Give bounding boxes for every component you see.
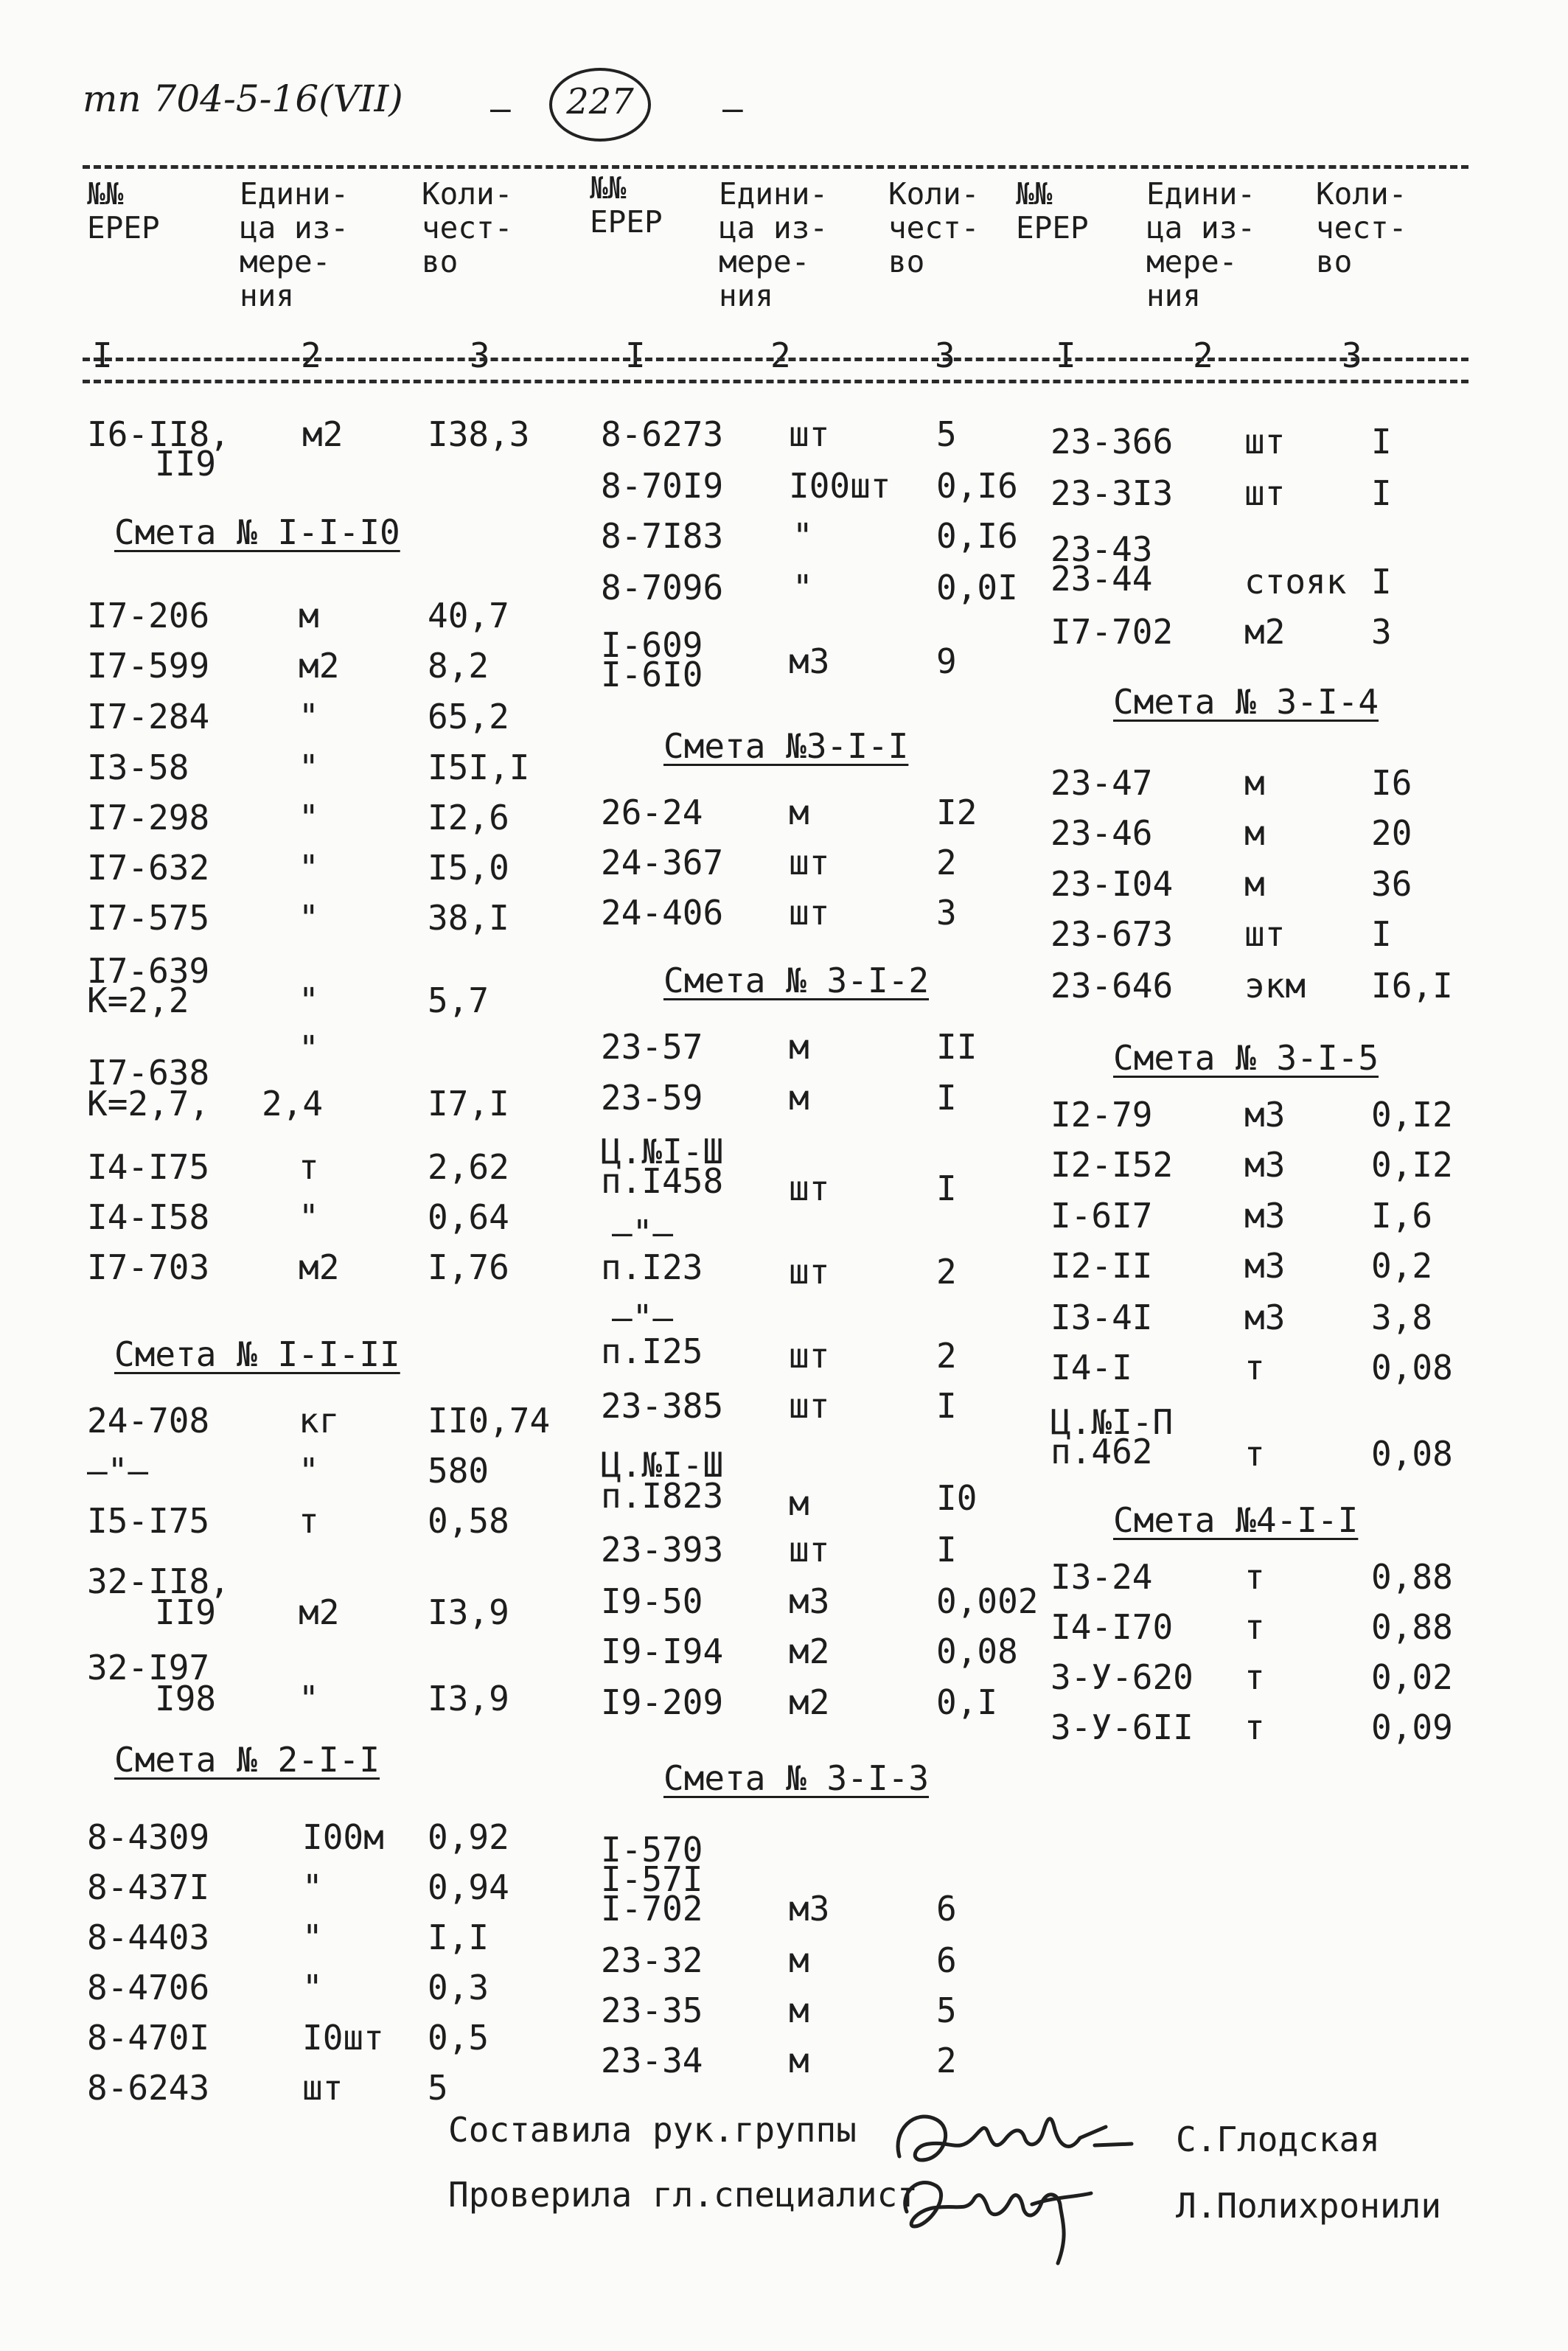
- c1-row-quantity: I5,0: [428, 848, 509, 888]
- c3-c462-quantity: 0,08: [1371, 1434, 1453, 1474]
- c3-row-quantity: 20: [1371, 813, 1412, 853]
- c1-row-unit: т: [299, 1147, 319, 1187]
- c1-row-unit: ": [299, 898, 319, 938]
- col3-header-unit: Едини- ца из- мере- ния: [1146, 176, 1256, 313]
- c1-r197-quantity: I3,9: [428, 1679, 509, 1718]
- c1-row-quantity: 2,62: [428, 1147, 509, 1187]
- c2-r385-quantity: I: [936, 1386, 957, 1426]
- colnum-6: 3: [935, 335, 955, 375]
- c1-row-quantity: 0,3: [428, 1968, 489, 2007]
- c3-row-unit: м3: [1244, 1095, 1286, 1135]
- c1-row-quantity: 40,7: [428, 596, 509, 635]
- c2-p125-item: п.I25: [601, 1331, 703, 1371]
- colnum-7: I: [1056, 335, 1076, 375]
- checked-by-name: Л.Полихронили: [1176, 2186, 1442, 2226]
- c3-row-quantity: 0,02: [1371, 1657, 1453, 1697]
- colnum-5: 2: [770, 335, 791, 375]
- c1-r118-quantity: I3,9: [428, 1592, 509, 1632]
- c2-row-number: 8-7096: [601, 568, 724, 607]
- col2-header-unit: Едини- ца из- мере- ния: [719, 176, 829, 313]
- c3-row-number: 3-У-6II: [1050, 1707, 1194, 1747]
- c1-r638-quantity: I7,I: [428, 1084, 509, 1124]
- c3-row-quantity: I,6: [1371, 1196, 1433, 1236]
- c1-row-unit: ": [299, 1451, 319, 1491]
- c3-row-unit: м: [1244, 763, 1265, 803]
- c2-row-unit: шт: [789, 414, 830, 454]
- c2-row-number: I9-I94: [601, 1631, 724, 1671]
- c3-c462-item: п.462: [1050, 1432, 1153, 1471]
- c1-row-quantity: I5I,I: [428, 748, 530, 787]
- header-bottom-rule: [83, 380, 1468, 383]
- column-number-rule: [83, 358, 1468, 361]
- compiled-by-label: Составила рук.группы: [448, 2110, 857, 2150]
- c1-r638-number: I7-638: [87, 1053, 210, 1093]
- col2-header-number: №№ ЕРЕР: [590, 170, 663, 240]
- c2-p123-ditto: –"–: [612, 1213, 674, 1253]
- c1-row-quantity: I,76: [428, 1247, 509, 1287]
- c1-row-number: I4-I75: [87, 1147, 210, 1187]
- c2-row-unit: м: [789, 793, 809, 832]
- c3-r43-quantity: I: [1371, 562, 1392, 602]
- c2-row-number: 23-59: [601, 1078, 703, 1118]
- col1-header-quantity: Коли- чест- во: [422, 176, 513, 279]
- c2-row-unit: м: [789, 1078, 809, 1118]
- c3-row-number: 23-3I3: [1050, 473, 1174, 513]
- c3-row-quantity: 0,88: [1371, 1607, 1453, 1647]
- c1-row-unit: I0шт: [302, 2018, 384, 2058]
- c2-p123-item: п.I23: [601, 1247, 703, 1287]
- c3-row-number: 23-47: [1050, 763, 1153, 803]
- c1-row-number: I7-632: [87, 848, 210, 888]
- c2-row-quantity: 0,I: [936, 1682, 998, 1722]
- c1-row-unit: I00м: [302, 1817, 384, 1857]
- c1-row-unit: ": [302, 1968, 323, 2007]
- c3-row-number: I2-II: [1050, 1246, 1153, 1286]
- c2-section-title-3: Смета № 3-I-3: [663, 1758, 930, 1798]
- c1-row-number: 24-708: [87, 1401, 210, 1441]
- c3-row-unit: т: [1244, 1657, 1265, 1697]
- c1-row-quantity: 0,64: [428, 1197, 509, 1237]
- c2-row-number: 23-34: [601, 2041, 703, 2080]
- c2-row-quantity: I: [936, 1530, 957, 1570]
- top-rule: [83, 165, 1468, 169]
- c2-row-unit: м3: [789, 1581, 830, 1621]
- handwritten-signature: [885, 2086, 1165, 2278]
- c3-row-quantity: 0,I2: [1371, 1145, 1453, 1185]
- c1-row-number: I7-575: [87, 898, 210, 938]
- c1-row-number: 8-4403: [87, 1918, 210, 1957]
- c3-row-unit: м: [1244, 864, 1265, 904]
- c2-row-unit: м2: [789, 1682, 830, 1722]
- c2-row-quantity: 3: [936, 893, 957, 933]
- c1-row-quantity: I,I: [428, 1918, 489, 1957]
- c1-r197-number-cont: I98: [155, 1679, 217, 1718]
- c1-row-number: I7-284: [87, 697, 210, 736]
- checked-by-label: Проверила гл.специалист: [448, 2175, 918, 2215]
- c3-row-unit: т: [1244, 1607, 1265, 1647]
- c1-row-quantity: I2,6: [428, 798, 509, 837]
- c2-p123-unit: шт: [789, 1252, 830, 1292]
- col3-header-quantity: Коли- чест- во: [1316, 176, 1407, 279]
- c1-r118-number-cont: II9: [155, 1592, 217, 1632]
- c3-r43-unit: стояк: [1244, 562, 1347, 602]
- c1-row-unit: кг: [299, 1401, 340, 1441]
- colnum-8: 2: [1193, 335, 1213, 375]
- c2-row-quantity: I2: [936, 793, 978, 832]
- c1-row-number: I7-206: [87, 596, 210, 635]
- c2-r609-number: I-609: [601, 625, 703, 665]
- c1-r118-number: 32-II8,: [87, 1561, 230, 1601]
- c3-row-unit: шт: [1244, 914, 1286, 954]
- c3-row-quantity: 0,2: [1371, 1246, 1433, 1286]
- c1-row-unit: ": [299, 697, 319, 736]
- c3-row-number: I2-79: [1050, 1095, 1153, 1135]
- c2-p125-unit: шт: [789, 1336, 830, 1376]
- c3-row-quantity: I6,I: [1371, 966, 1453, 1006]
- c2-r570-number: I-570: [601, 1830, 703, 1870]
- c1-row-unit: т: [299, 1501, 319, 1541]
- c3-row-unit: т: [1244, 1557, 1265, 1597]
- c2-row-quantity: 0,I6: [936, 516, 1018, 556]
- c2-row-quantity: 2: [936, 2041, 957, 2080]
- c2-row-unit: шт: [789, 1530, 830, 1570]
- c1-row-number: 8-470I: [87, 2018, 210, 2058]
- colnum-4: I: [625, 335, 646, 375]
- document-code: тп 704-5-16(VII): [83, 77, 403, 120]
- c1-row-quantity: 65,2: [428, 697, 509, 736]
- c1-row-quantity: 0,94: [428, 1867, 509, 1907]
- c1-row-number: 8-6243: [87, 2068, 210, 2108]
- col1-header-number: №№ ЕРЕР: [87, 176, 160, 245]
- c2-row-unit: м: [789, 2041, 809, 2080]
- c2-c1458-quantity: I: [936, 1168, 957, 1208]
- c2-section-title-1: Смета №3-I-I: [663, 726, 909, 766]
- c1-r639-quantity: 5,7: [428, 981, 489, 1020]
- c1-row-number: 8-4706: [87, 1968, 210, 2007]
- c3-row-unit: экм: [1244, 966, 1306, 1006]
- c1-row-quantity: 580: [428, 1451, 489, 1491]
- c2-row-quantity: 0,0I: [936, 568, 1018, 607]
- c2-row-unit: ": [792, 516, 813, 556]
- c3-c462-reference: Ц.№I-П: [1050, 1402, 1174, 1442]
- header-left-dash: –: [490, 88, 511, 128]
- c1-r638-unit: ": [299, 1028, 319, 1068]
- c1-row-number: I4-I58: [87, 1197, 210, 1237]
- c2-row-unit: м2: [789, 1631, 830, 1671]
- c2-c1458-unit: шт: [789, 1168, 830, 1208]
- c2-r570-number-2: I-57I: [601, 1859, 703, 1899]
- colnum-9: 3: [1342, 335, 1362, 375]
- c3-row-unit: шт: [1244, 473, 1286, 513]
- c1-row-quantity: 38,I: [428, 898, 509, 938]
- c1-row-unit: ": [299, 848, 319, 888]
- colnum-2: 2: [301, 335, 321, 375]
- c1-row-unit: ": [302, 1867, 323, 1907]
- c3-row-unit: м3: [1244, 1298, 1286, 1337]
- c1-row-number: I7-298: [87, 798, 210, 837]
- c3-c462-unit: т: [1244, 1434, 1265, 1474]
- c2-row-quantity: 0,I6: [936, 466, 1018, 506]
- c3-row-unit: шт: [1244, 422, 1286, 462]
- c3-row-number: 23-46: [1050, 813, 1153, 853]
- c3-row-number: 23-646: [1050, 966, 1174, 1006]
- c2-row-quantity: 5: [936, 1990, 957, 2030]
- c2-row-quantity: 2: [936, 843, 957, 882]
- c2-r609-number-cont: I-6I0: [601, 655, 703, 694]
- c2-row-quantity: 0,08: [936, 1631, 1018, 1671]
- c3-row-quantity: 0,09: [1371, 1707, 1453, 1747]
- colnum-3: 3: [470, 335, 490, 375]
- c1-row-unit: шт: [302, 2068, 344, 2108]
- c1-row-quantity: 0,92: [428, 1817, 509, 1857]
- c3-row-quantity: 3,8: [1371, 1298, 1433, 1337]
- c1-row-unit: ": [299, 1197, 319, 1237]
- c2-c1823-reference: Ц.№I-Ш: [601, 1445, 724, 1485]
- c2-c1458-item: п.I458: [601, 1161, 724, 1201]
- c1-r638-coefficient: К=2,7,: [87, 1084, 210, 1124]
- c1-row-unit: м2: [299, 1247, 340, 1287]
- c2-row-number: 26-24: [601, 793, 703, 832]
- c3-row-quantity: I6: [1371, 763, 1412, 803]
- c2-row-number: 8-6273: [601, 414, 724, 454]
- c3-row-quantity: I: [1371, 422, 1392, 462]
- c2-row-number: 23-32: [601, 1940, 703, 1980]
- c1-section-title-1: Смета № I-I-I0: [114, 512, 400, 552]
- c2-c1823-item: п.I823: [601, 1476, 724, 1516]
- c1-r1-quantity: I38,3: [428, 414, 530, 454]
- c3-section-title-2: Смета № 3-I-5: [1113, 1038, 1379, 1078]
- c1-row-unit: ": [299, 798, 319, 837]
- c2-row-number: I9-209: [601, 1682, 724, 1722]
- c1-row-quantity: 8,2: [428, 646, 489, 686]
- c2-row-number: 24-367: [601, 843, 724, 882]
- c3-row-number: 23-673: [1050, 914, 1174, 954]
- page-number: 227: [566, 81, 634, 122]
- c3-r702-unit: м2: [1244, 612, 1286, 652]
- c2-p125-ditto: –"–: [612, 1298, 674, 1337]
- c2-r609-unit: м3: [789, 641, 830, 681]
- c1-row-number: I3-58: [87, 748, 189, 787]
- c1-r118-unit: м2: [299, 1592, 340, 1632]
- c1-row-unit: ": [299, 748, 319, 787]
- c3-row-number: 23-366: [1050, 422, 1174, 462]
- header-right-dash: –: [722, 88, 743, 128]
- c2-c1823-quantity: I0: [936, 1478, 978, 1518]
- c3-row-unit: м: [1244, 813, 1265, 853]
- c3-row-unit: т: [1244, 1348, 1265, 1387]
- c3-row-quantity: I: [1371, 914, 1392, 954]
- c3-row-quantity: 0,88: [1371, 1557, 1453, 1597]
- c3-section-title-3: Смета №4-I-I: [1113, 1500, 1359, 1540]
- c2-row-unit: ": [792, 568, 813, 607]
- c2-r570-unit: м3: [789, 1889, 830, 1929]
- c3-row-number: 3-У-620: [1050, 1657, 1194, 1697]
- c3-row-quantity: 0,08: [1371, 1348, 1453, 1387]
- c1-row-number: –"–: [87, 1451, 149, 1491]
- c2-row-number: 23-393: [601, 1530, 724, 1570]
- c2-row-unit: м: [789, 1940, 809, 1980]
- c3-row-number: 23-I04: [1050, 864, 1174, 904]
- c2-row-unit: шт: [789, 893, 830, 933]
- c3-row-quantity: 0,I2: [1371, 1095, 1453, 1135]
- c1-row-number: 8-437I: [87, 1867, 210, 1907]
- c2-row-number: I9-50: [601, 1581, 703, 1621]
- c3-row-quantity: I: [1371, 473, 1392, 513]
- c1-r639-number: I7-639: [87, 951, 210, 991]
- c2-row-unit: шт: [789, 843, 830, 882]
- c3-r43-number-cont: 23-44: [1050, 559, 1153, 599]
- c3-r702-number: I7-702: [1050, 612, 1174, 652]
- c1-row-quantity: 5: [428, 2068, 448, 2108]
- c2-row-quantity: II: [936, 1027, 978, 1067]
- c3-r43-number: 23-43: [1050, 529, 1153, 569]
- c3-row-number: I3-4I: [1050, 1298, 1153, 1337]
- c1-r1-number: I6-II8,: [87, 414, 230, 454]
- c2-row-number: 8-70I9: [601, 466, 724, 506]
- c1-section-title-3: Смета № 2-I-I: [114, 1740, 380, 1780]
- c1-r197-unit: ": [299, 1679, 319, 1718]
- c3-row-number: I4-I: [1050, 1348, 1132, 1387]
- c2-row-number: 8-7I83: [601, 516, 724, 556]
- c1-row-unit: ": [302, 1918, 323, 1957]
- c1-section-title-2: Смета № I-I-II: [114, 1334, 400, 1374]
- c1-row-quantity: 0,58: [428, 1501, 509, 1541]
- c1-row-number: I5-I75: [87, 1501, 210, 1541]
- c2-row-unit: м: [789, 1027, 809, 1067]
- c2-r385-number: 23-385: [601, 1386, 724, 1426]
- c3-row-number: I2-I52: [1050, 1145, 1174, 1185]
- c3-row-number: I-6I7: [1050, 1196, 1153, 1236]
- c2-row-unit: м: [789, 1990, 809, 2030]
- c1-r1-unit: м2: [302, 414, 344, 454]
- c2-row-unit: I00шт: [789, 466, 891, 506]
- c2-row-quantity: I: [936, 1078, 957, 1118]
- c1-r197-number: 32-I97: [87, 1648, 210, 1688]
- c3-row-number: I4-I70: [1050, 1607, 1174, 1647]
- c2-r385-unit: шт: [789, 1386, 830, 1426]
- c3-row-unit: м3: [1244, 1246, 1286, 1286]
- c3-row-unit: м3: [1244, 1145, 1286, 1185]
- c1-r1-number-cont: II9: [155, 444, 217, 484]
- c2-row-number: 23-35: [601, 1990, 703, 2030]
- c2-section-title-2: Смета № 3-I-2: [663, 961, 930, 1000]
- c1-row-number: I7-703: [87, 1247, 210, 1287]
- c1-row-quantity: 0,5: [428, 2018, 489, 2058]
- c2-r609-quantity: 9: [936, 641, 957, 681]
- c3-row-unit: т: [1244, 1707, 1265, 1747]
- c2-p125-quantity: 2: [936, 1336, 957, 1376]
- c3-section-title-1: Смета № 3-I-4: [1113, 682, 1379, 722]
- c2-row-quantity: 0,002: [936, 1581, 1039, 1621]
- col2-header-quantity: Коли- чест- во: [888, 176, 980, 279]
- c1-row-number: I7-599: [87, 646, 210, 686]
- c1-r638-coefficient-2: 2,4: [262, 1084, 324, 1124]
- c2-r570-number-3: I-702: [601, 1889, 703, 1929]
- c1-row-quantity: II0,74: [428, 1401, 551, 1441]
- compiled-by-name: С.Глодская: [1176, 2120, 1380, 2159]
- c1-row-unit: м: [299, 596, 319, 635]
- col1-header-unit: Едини- ца из- мере- ния: [240, 176, 349, 313]
- c2-r570-quantity: 6: [936, 1889, 957, 1929]
- c3-row-quantity: 36: [1371, 864, 1412, 904]
- c2-c1823-unit: м: [789, 1483, 809, 1523]
- c2-row-quantity: 6: [936, 1940, 957, 1980]
- colnum-1: I: [92, 335, 113, 375]
- col3-header-number: №№ ЕРЕР: [1016, 176, 1089, 245]
- c3-row-unit: м3: [1244, 1196, 1286, 1236]
- c2-row-number: 24-406: [601, 893, 724, 933]
- c3-r702-quantity: 3: [1371, 612, 1392, 652]
- c2-row-quantity: 5: [936, 414, 957, 454]
- c1-r639-coefficient: К=2,2: [87, 981, 189, 1020]
- c1-row-unit: м2: [299, 646, 340, 686]
- c1-r639-unit: ": [299, 981, 319, 1020]
- c3-row-number: I3-24: [1050, 1557, 1153, 1597]
- c2-row-number: 23-57: [601, 1027, 703, 1067]
- c2-c1458-reference: Ц.№I-Ш: [601, 1132, 724, 1171]
- c2-p123-quantity: 2: [936, 1252, 957, 1292]
- c1-row-number: 8-4309: [87, 1817, 210, 1857]
